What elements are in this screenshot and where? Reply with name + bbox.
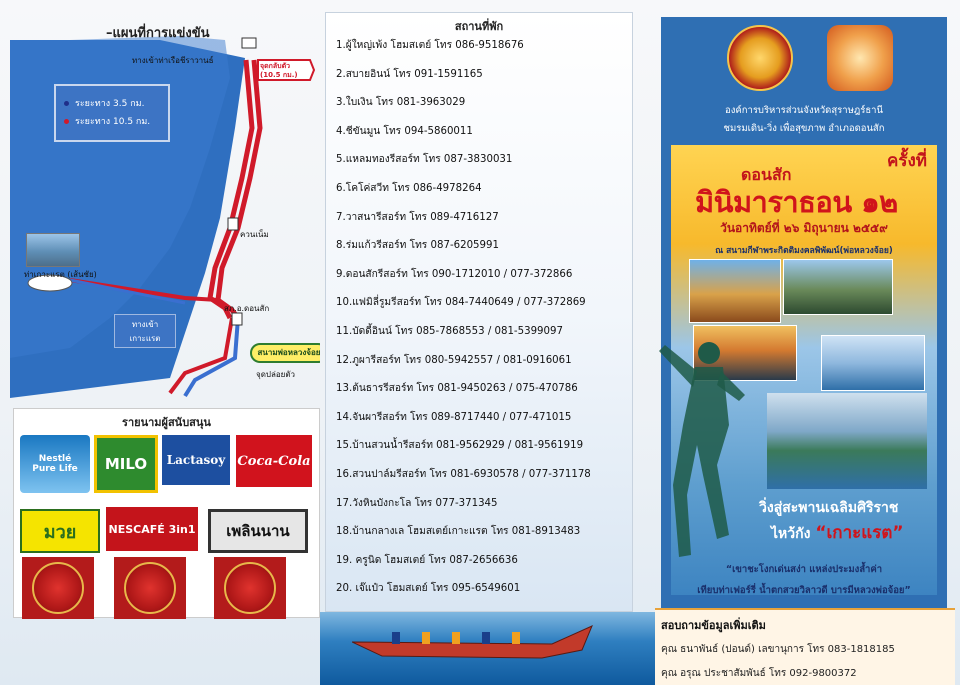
school-entrance-label: ทางเข้าท่าเรือชีราวานธ์ [132, 56, 214, 65]
legend-dot-red [64, 119, 69, 124]
entry-label: ทางเข้า เกาะแรต [129, 320, 161, 343]
list-item: 4.ชีขันมูน โทร 094-5860011 [336, 125, 473, 137]
list-item: 7.วาสนารีสอร์ท โทร 089-4716127 [336, 211, 499, 223]
event-title: มินิมาราธอน ๑๒ [695, 185, 898, 219]
list-item: 19. ครูนิด โฮมสเตย์ โทร 087-2656636 [336, 554, 518, 566]
legend-item-3-5km [64, 96, 160, 110]
lactasoy-logo: Lactasoy [162, 435, 230, 485]
pier-label: ท่าเกาะแรต (เส้นชัย) [24, 270, 97, 279]
list-item: 12.ภูผารีสอร์ท โทร 080-5942557 / 081-0916061 [336, 354, 572, 366]
edition-word: ครั้งที่ [886, 151, 927, 171]
slogan-block [661, 562, 947, 598]
bridge-island-photo [767, 393, 927, 489]
coca-cola-logo: Coca-Cola [236, 435, 312, 487]
list-item: 11.บัดดี้อินน์ โทร 085-7868553 / 081-5399097 [336, 325, 563, 337]
list-item: 17.วังหินบังกะโล โทร 077-371345 [336, 497, 498, 509]
contact-person-2: คุณ อรุณ ประชาสัมพันธ์ โทร 092-9800372 [661, 668, 857, 679]
contact-title: สอบถามข้อมูลเพิ่มเติม [661, 619, 766, 632]
tagline-prefix: ไหว้กัง [771, 526, 811, 542]
list-item: 5.แหลมทองรีสอร์ท โทร 087-3830031 [336, 154, 513, 166]
race-map [10, 18, 320, 398]
map-title: –แผนที่การแข่งขัน [106, 26, 210, 41]
koh-raet-entry-box [114, 314, 176, 348]
seal-emblem-icon [124, 562, 176, 614]
list-item: 20. เจ๊แป๋ว โฮมสเตย์ โทร 095-6549601 [336, 583, 521, 595]
police-station-label: สภ.อ.ดอนสัก [224, 304, 270, 313]
seal-emblem-icon [32, 562, 84, 614]
list-item: 1.ผู้ใหญ่เพ้ง โฮมสเตย์ โทร 086-9518676 [336, 40, 524, 51]
sponsor-seal-2 [114, 557, 186, 619]
list-item: 3.ใบเงิน โทร 081-3963029 [336, 97, 466, 109]
tagline-highlight: “เกาะแรต” [815, 523, 904, 543]
runner-silhouette-icon [657, 335, 747, 565]
mamuay-logo: มวย [20, 509, 100, 553]
list-item: 16.สวนปาล์มรีสอร์ท โทร 081-6930578 / 077-371178 [336, 468, 591, 480]
road-label: ควนเน็ม [240, 230, 269, 239]
list-item: 2.สบายอินน์ โทร 091-1591165 [336, 68, 483, 80]
list-item: 9.ดอนสักรีสอร์ท โทร 090-1712010 / 077-372866 [336, 268, 573, 280]
list-item: 18.บ้านกลางเล โฮมสเตย์เกาะแรต โทร 081-8913483 [336, 526, 581, 538]
temple-photo [689, 259, 781, 323]
district-name: ดอนสัก [741, 165, 792, 184]
pier-photo [26, 233, 80, 267]
province-emblem-icon [727, 25, 793, 91]
sponsors-panel [13, 408, 320, 618]
start-point-label: จุดปล่อยตัว [256, 370, 296, 379]
sponsor-seal-3 [214, 557, 286, 619]
map-legend [54, 84, 170, 142]
organizer-line-2: ชมรมเดิน-วิ่ง เพื่อสุขภาพ อำเภอดอนสัก [723, 123, 885, 134]
list-item: 8.ร่มแก้วรีสอร์ท โทร 087-6205991 [336, 240, 499, 252]
list-item: 15.บ้านสวนน้ำรีสอร์ท 081-9562929 / 081-9561919 [336, 440, 584, 452]
event-poster-panel [661, 17, 947, 610]
contact-person-1: คุณ ธนาพันธ์ (ปอนด์) เลขานุการ โทร 083-1818185 [661, 644, 895, 655]
legend-item-10-5km [64, 114, 160, 128]
accommodation-list [336, 39, 632, 611]
event-date: วันอาทิตย์ที่ ๒๖ มิถุนายน ๒๕๕๙ [720, 221, 888, 235]
tagline-line-1: วิ่งสู่สะพานเฉลิมศิริราช [759, 500, 899, 516]
list-item: 14.จันผารีสอร์ท โทร 089-8717440 / 077-471015 [336, 411, 572, 423]
sponsor-seal-1 [22, 557, 94, 619]
legend-label: ระยะทาง 10.5 กม. [75, 117, 151, 127]
milo-logo: MILO [94, 435, 158, 493]
sponsors-title: รายนามผู้สนับสนุน [122, 416, 211, 429]
longtail-boat-icon [352, 620, 602, 660]
turnaround-label: จุดกลับตัว (10.5 กม.) [260, 62, 298, 79]
list-item: 6.โคโค่สวีท โทร 086-4978264 [336, 182, 482, 194]
ferry-photo [821, 335, 925, 391]
accommodation-title: สถานที่พัก [454, 20, 504, 33]
start-venue-pill: สนามพ่อหลวงจ้อย [250, 343, 320, 363]
nestle-logo: Nestlé Pure Life [20, 435, 90, 493]
accommodation-panel [325, 12, 633, 612]
tagline-line-2 [771, 519, 904, 546]
nescafe-logo: NESCAFÉ 3in1 [106, 507, 198, 551]
running-club-logo-icon [827, 25, 893, 91]
organizer-line-1: องค์การบริหารส่วนจังหวัดสุราษฎร์ธานี [725, 105, 883, 116]
legend-label: ระยะทาง 3.5 กม. [75, 99, 145, 109]
seal-emblem-icon [224, 562, 276, 614]
contact-box [655, 608, 955, 685]
plernnaan-logo: เพลินนาน [208, 509, 308, 553]
legend-dot-blue [64, 101, 69, 106]
list-item: 13.ต้นธารรีสอร์ท โทร 081-9450263 / 075-470786 [336, 383, 578, 395]
aerial-photo [783, 259, 893, 315]
list-item: 10.แฟมิลี่รูมรีสอร์ท โทร 084-7440649 / 077-372869 [336, 297, 586, 309]
slogan-line-1: “เขาชะโงกเด่นสง่า แหล่งประมงล้ำค่า [725, 564, 883, 575]
event-venue: ณ สนามกีฬาพระกิตติมงคลพิพัฒน์(พ่อหลวงจ้อย) [715, 246, 893, 256]
slogan-line-2: เทียบท่าเฟอร์รี่ น้ำตกสวยวิลาวดี บารมีหลวงพ่อจ้อย” [697, 585, 911, 596]
event-poster [671, 145, 937, 595]
